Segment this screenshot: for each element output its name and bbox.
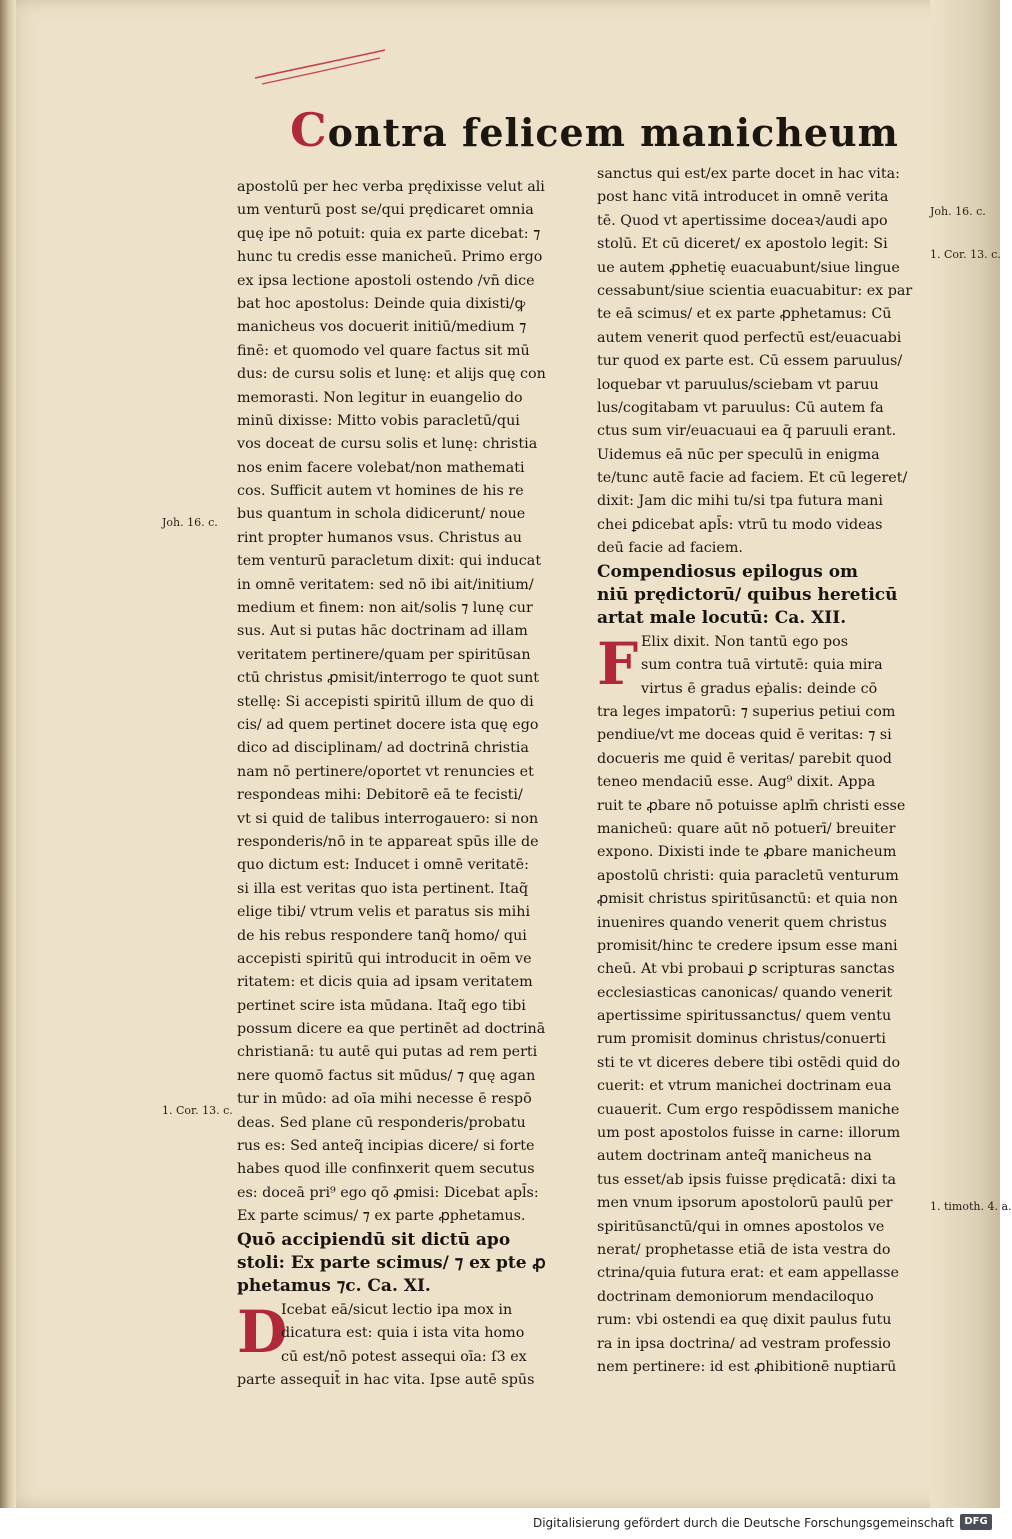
text-line: Ex parte scimus/ ⁊ ex parte ꝓphetamus. (237, 1208, 526, 1225)
chapter-xi-opening (237, 1299, 575, 1369)
text-line: pendiue/vt me doceas quid ē veritas: ⁊ si (597, 727, 892, 744)
rubric-initial-d: D (237, 1297, 288, 1366)
text-line: nem pertinere: id est ꝓhibitionē nuptiarū (597, 1358, 897, 1375)
text-line: dixit: Jam dic mihi tu/si tpa futura mani (597, 493, 883, 510)
text-line: quo dictum est: Inducet i omnē veritatē: (237, 857, 529, 874)
initial-adjacent-lines (281, 1299, 575, 1369)
text-line: accepisti spiritū qui introducit in oēm ve (237, 950, 532, 967)
text-line: docueris me quid ē veritas/ parebit quod (597, 750, 892, 767)
marginal-note: Joh. 16. c. (930, 205, 986, 218)
marginal-note: 1. Cor. 13. c. (930, 248, 1001, 261)
text-line: possum dicere ea que pertinēt ad doctrinā (237, 1021, 546, 1038)
digitization-credit: Digitalisierung gefördert durch die Deutsche Forschungsgemeinschaft (532, 1516, 954, 1530)
text-line: ctrina/quia futura erat: et eam appellasse (597, 1265, 899, 1282)
text-line: habes quod ille confinxerit quem secutus (237, 1161, 535, 1178)
text-line: deas. Sed plane cū responderis/probatu (237, 1114, 526, 1131)
text-line: tus esset/ab ipsis fuisse prędicatā: dixi ta (597, 1171, 896, 1188)
text-line: memorasti. Non legitur in euangelio do (237, 389, 523, 406)
text-line: cuerit: et vtrum manichei doctrinam eua (597, 1078, 892, 1095)
text-line: dicatura est: quia i ista vita homo (281, 1325, 525, 1342)
text-line: te/tunc autē facie ad faciem. Et cū legeret/ (597, 470, 908, 487)
text-line: dico ad disciplinam/ ad doctrinā christia (237, 740, 529, 757)
chapter-xii-opening (597, 631, 935, 701)
text-line: bus quantum in schola didicerunt/ noue (237, 506, 526, 523)
text-line: finē: et quomodo vel quare factus sit mū (237, 342, 530, 359)
text-line: tur quod ex parte est. Cū essem paruulus/ (597, 353, 903, 370)
text-line: ue autem ꝓphetię euacuabunt/siue lingue (597, 259, 900, 276)
right-text-column (597, 163, 935, 1379)
text-line: manicheū: quare aūt nō potuerī/ breuiter (597, 820, 896, 837)
text-line: autem doctrinam anteq̃ manicheus na (597, 1148, 872, 1165)
text-line: apostolū per hec verba prędixisse velut ali (237, 179, 545, 195)
text-line: nerat/ prophetasse etiā de ista vestra do (597, 1241, 891, 1258)
text-line: inuenires quando venerit quem christus (597, 914, 887, 931)
chapter-heading-line: niū prędictorū/ quibus hereticū (597, 585, 898, 606)
text-line: men vnum ipsorum apostolorū paulū per (597, 1195, 893, 1212)
text-line: hunc tu credis esse manicheū. Primo ergo (237, 249, 543, 266)
text-line: apertissime spiritussanctus/ quem ventu (597, 1008, 892, 1025)
text-line: pertinet scire ista mūdana. Itaq̃ ego tibi (237, 997, 526, 1014)
text-line: Uidemus eā nūc per speculū in enigma (597, 446, 880, 463)
text-line: stolū. Et cū diceret/ ex apostolo legit: Si (597, 236, 888, 253)
chapter-heading-xii (597, 561, 935, 631)
text-line: dus: de cursu solis et lunę: et alijs quę con (237, 366, 546, 383)
text-line: tra leges impatorū: ⁊ superius petiui com (597, 703, 896, 720)
text-line: ritatem: et dicis quia ad ipsam veritatem (237, 974, 533, 991)
text-line: minū dixisse: Mitto vobis paracletū/qui (237, 412, 520, 429)
text-line: in omnē veritatem: sed nō ibi ait/initium/ (237, 576, 534, 593)
title-rubric-initial: C (290, 103, 328, 157)
text-line: te eā scimus/ et ex parte ꝓphetamus: Cū (597, 306, 892, 323)
text-line: sum contra tuā virtutē: quia mira (641, 657, 883, 674)
text-line: manicheus vos docuerit initiū/medium ⁊ (237, 319, 527, 336)
text-line: es: doceā pri⁹ ego qō ꝓmisi: Dicebat apl̄s: (237, 1184, 539, 1201)
text-line: sti te vt diceres debere tibi ostēdi quid do (597, 1054, 901, 1071)
text-line: cheū. At vbi probaui ꝑ scripturas sanctas (597, 961, 895, 978)
text-line: promisit/hinc te credere ipsum esse mani (597, 937, 898, 954)
text-line: rum: vbi ostendi ea quę dixit paulus futu (597, 1312, 892, 1329)
text-line: expono. Dixisti inde te ꝓbare manicheum (597, 844, 897, 861)
right-column-body-bottom (597, 701, 935, 1379)
chapter-heading-line: Compendiosus epilogus om (597, 561, 859, 582)
text-line: ecclesiasticas canonicas/ quando venerit (597, 984, 893, 1001)
right-column-body-top (597, 163, 935, 561)
text-line: virtus ē gradus eṗalis: deinde cō (641, 680, 878, 697)
text-line: quę ipe nō potuit: quia ex parte dicebat: ⁊ (237, 225, 541, 242)
text-line: sanctus qui est/ex parte docet in hac vita: (597, 166, 900, 182)
text-line: ctū christus ꝓmisit/interrogo te quot sunt (237, 670, 540, 687)
text-line: Elix dixit. Non tantū ego pos (641, 633, 849, 650)
chapter-heading-line: Quō accipiendū sit dictū apo (237, 1229, 511, 1250)
text-line: tē. Quod vt apertissime doceaꝛ/audi apo (597, 212, 888, 229)
text-line: rum promisit dominus christus/conuerti (597, 1031, 886, 1048)
text-line: cessabunt/siue scientia euacuabitur: ex par (597, 282, 913, 299)
text-line: doctrinam demoniorum mendaciloquo (597, 1288, 874, 1305)
left-column-body-top (237, 176, 575, 1229)
text-line: elige tibi/ vtrum velis et paratus sis mihi (237, 904, 531, 921)
text-line: respondeas mihi: Debitorē eā te fecisti/ (237, 787, 523, 804)
dfg-logo: DFG (960, 1514, 992, 1530)
left-column-body-bottom (237, 1369, 575, 1392)
text-line: autem venerit quod perfectū est/euacuabi (597, 329, 902, 346)
page-edge-right (930, 0, 1000, 1508)
chapter-heading-line: phetamus ⁊c. Ca. XI. (237, 1276, 431, 1297)
text-line: um venturū post se/qui prędicaret omnia (237, 202, 534, 219)
text-line: nere quomō factus sit mūdus/ ⁊ quę agan (237, 1067, 536, 1084)
text-line: Icebat eā/sicut lectio ipa mox in (281, 1301, 513, 1318)
text-line: teneo mendaciū esse. Aug⁹ dixit. Appa (597, 774, 876, 791)
text-line: si illa est veritas quo ista pertinent. Itaq̃ (237, 880, 529, 897)
text-line: loquebar vt paruulus/sciebam vt paruu (597, 376, 879, 393)
title-text: ontra felicem manicheum (327, 110, 899, 155)
text-line: vt si quid de talibus interrogauero: si non (237, 810, 539, 827)
text-line: bat hoc apostolus: Deinde quia dixisti/ꝙ (237, 295, 526, 312)
text-line: cis/ ad quem pertinet docere ista quę ego (237, 716, 539, 733)
text-line: nos enim facere volebat/non mathemati (237, 459, 525, 476)
text-line: nam nō pertinere/oportet vt renuncies et (237, 763, 534, 780)
running-title (290, 103, 899, 159)
text-line: cos. Sufficit autem vt homines de his re (237, 483, 524, 500)
text-line: medium et finem: non ait/solis ⁊ lunę cur (237, 600, 533, 617)
text-line: ra in ipsa doctrina/ ad vestram professio (597, 1335, 891, 1352)
marginal-note: 1. timoth. 4. a. (930, 1200, 1012, 1213)
text-line: veritatem pertinere/quam per spiritūsan (237, 646, 531, 663)
rubric-initial-f: F (597, 629, 639, 698)
text-line: sus. Aut si putas hāc doctrinam ad illam (237, 623, 528, 640)
text-line: de his rebus respondere tanq̃ homo/ qui (237, 927, 527, 944)
text-line: ꝓmisit christus spiritūsanctū: et quia non (597, 891, 898, 908)
text-line: ruit te ꝓbare nō potuisse aplm̄ christi esse (597, 797, 906, 814)
text-line: stellę: Si accepisti spiritū illum de quo di (237, 693, 534, 710)
red-pen-stroke-decoration (250, 48, 390, 88)
marginal-note: Joh. 16. c. (162, 516, 218, 529)
text-line: cū est/nō potest assequi oīa: ſ3 ex (281, 1348, 527, 1365)
text-line: ex ipsa lectione apostoli ostendo /vn̄ dice (237, 272, 535, 289)
marginal-note: 1. Cor. 13. c. (162, 1104, 233, 1117)
text-line: chei ꝑdicebat apl̄s: vtrū tu modo videas (597, 516, 883, 533)
text-line: tur in mūdo: ad oīa mihi necesse ē respō (237, 1091, 532, 1108)
chapter-heading-line: artat male locutū: Ca. XII. (597, 608, 847, 629)
text-line: rus es: Sed anteq̃ incipias dicere/ si forte (237, 1138, 535, 1155)
text-line: vos doceat de cursu solis et lunę: christia (237, 436, 538, 453)
text-line: post hanc vitā introducet in omnē verita (597, 189, 889, 206)
text-line: deū facie ad faciem. (597, 540, 743, 557)
text-line: christianā: tu autē qui putas ad rem perti (237, 1044, 538, 1061)
text-line: um post apostolos fuisse in carne: illorum (597, 1125, 901, 1142)
initial-adjacent-lines (641, 631, 935, 701)
text-line: lus/cogitabam vt paruulus: Cū autem fa (597, 399, 884, 416)
chapter-heading-xi (237, 1229, 575, 1299)
text-line: cuauerit. Cum ergo respōdissem maniche (597, 1101, 900, 1118)
left-text-column (237, 176, 575, 1392)
text-line: tem venturū paracletum dixit: qui inducat (237, 553, 542, 570)
text-line: ctus sum vir/euacuaui ea q̄ paruuli erant. (597, 423, 897, 440)
text-line: apostolū christi: quia paracletū venturum (597, 867, 899, 884)
text-line: spiritūsanctū/qui in omnes apostolos ve (597, 1218, 885, 1235)
page-gutter-left (0, 0, 16, 1508)
text-line: parte assequit̄ in hac vita. Ipse autē spūs (237, 1371, 535, 1388)
text-line: rint propter humanos vsus. Christus au (237, 529, 522, 546)
text-line: responderis/nō in te appareat spūs ille de (237, 833, 539, 850)
chapter-heading-line: stoli: Ex parte scimus/ ⁊ ex pte ꝓ (237, 1252, 546, 1273)
